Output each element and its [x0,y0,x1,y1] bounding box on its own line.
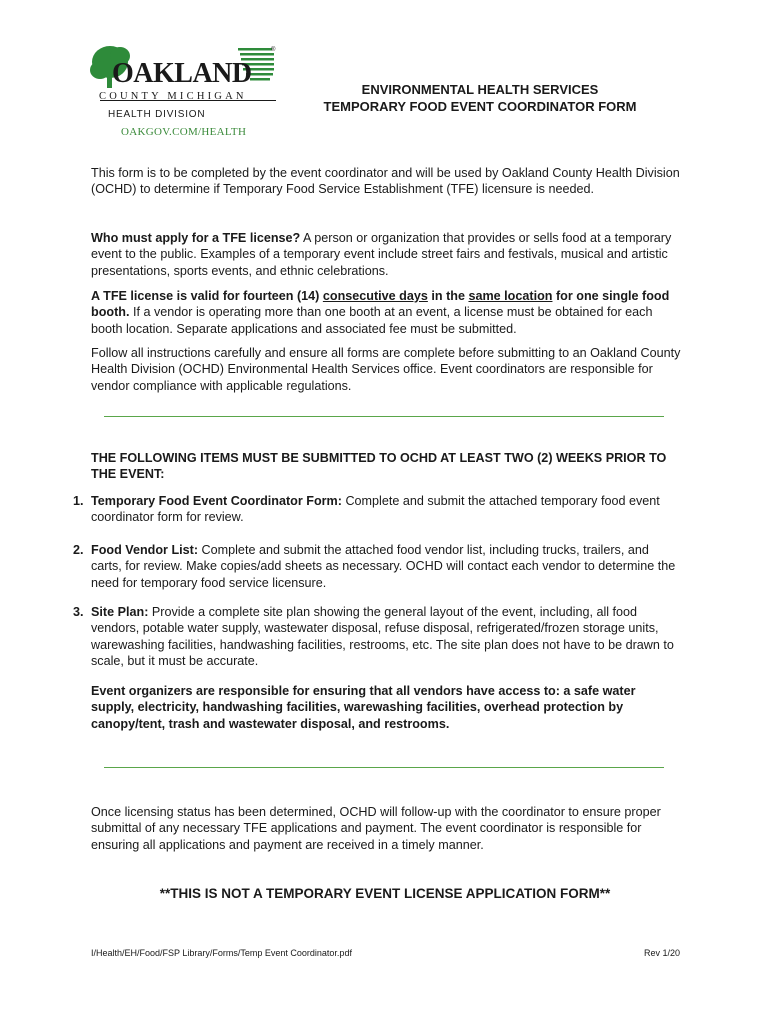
list-item-lead: Temporary Food Event Coordinator Form: [91,494,342,508]
footer-revision: Rev 1/20 [643,948,680,958]
header-title-line2: TEMPORARY FOOD EVENT COORDINATOR FORM [323,99,637,114]
who-must-apply-text: A person or organization that provides or sells food at a temporary event to the public. Examples of a temporary event include street fairs and festivals, musical and artistic presentations, sports events, and ethnic celebrations. [91,231,672,278]
section-divider [104,767,664,768]
footer-file-path: I/Health/EH/Food/FSP Library/Forms/Temp Event Coordinator.pdf [91,948,352,958]
list-item-number: 3. [73,605,84,619]
header-title-line1: ENVIRONMENTAL HEALTH SERVICES [361,82,599,97]
validity-lead-1: A TFE license is valid for fourteen (14) [91,289,323,303]
list-item [73,542,681,591]
list-item-lead: Site Plan: [91,605,149,619]
validity-text: If a vendor is operating more than one booth at an event, a license must be obtained for each booth location. Separate applications and associated fee must be submitted. [91,305,653,336]
license-validity-paragraph [91,288,681,337]
follow-instructions-paragraph: Follow all instructions carefully and ensure all forms are complete before submitting to an Oakland County Health Division (OCHD) Environmental Health Services office. Event coordinators are responsible for vendor compliance with applicable regulations. [91,346,681,393]
logo-county: COUNTY MICHIGAN [99,91,247,102]
section-divider [104,416,664,417]
logo-website[interactable]: OAKGOV.COM/HEALTH [121,126,247,138]
not-application-notice: **THIS IS NOT A TEMPORARY EVENT LICENSE APPLICATION FORM** [159,886,611,901]
intro-paragraph: This form is to be completed by the event coordinator and will be used by Oakland County Health Division (OCHD) to determine if Temporary Food Service Establishment (TFE) licensure is needed. [91,166,680,197]
who-must-apply-paragraph [91,230,681,279]
validity-lead-2: in the [427,289,469,303]
list-item-text: Complete and submit the attached temporary food event coordinator form for review. [91,494,660,525]
validity-consecutive-days: consecutive days [322,289,428,303]
list-item-lead: Food Vendor List: [91,543,199,557]
closing-paragraph: Once licensing status has been determined, OCHD will follow-up with the coordinator to ensure proper submittal of any necessary TFE applications and payment. The event coordinator is responsible for ensuring all applications and payment are received in a timely manner. [91,805,661,852]
organizers-paragraph: Event organizers are responsible for ensuring that all vendors have access to: a safe water supply, electricity, handwashing facilities, warewashing facilities, overhead protection by canopy/tent, trash and wastewater disposal, and restrooms. [91,684,636,731]
who-must-apply-lead: Who must apply for a TFE license? [91,231,301,245]
logo-division: HEALTH DIVISION [108,109,206,120]
validity-same-location: same location [468,289,553,303]
list-item-number: 2. [73,543,84,557]
list-item [73,493,681,526]
trademark-mark: ® [271,47,276,53]
oakland-county-logo [88,44,288,144]
list-item-text: Provide a complete site plan showing the general layout of the event, including, all food vendors, potable water supply, wastewater disposal, refuse disposal, refrigerated/frozen storage units, warewashing facilities, handwashing facilities, restrooms, etc. The site plan does not have to be drawn to scale, but it must be accurate. [91,605,674,668]
logo-wordmark: OAKLAND [112,58,252,89]
requirements-heading: THE FOLLOWING ITEMS MUST BE SUBMITTED TO OCHD AT LEAST TWO (2) WEEKS PRIOR TO THE EVENT: [91,451,667,482]
list-item-number: 1. [73,494,84,508]
validity-lead-3: for one single food booth. [91,289,670,320]
list-item [73,604,681,669]
list-item-text: Complete and submit the attached food vendor list, including trucks, trailers, and carts, for review. Make copies/add sheets as necessary. OCHD will contact each vendor to determine the need for temporary food service licensure. [91,543,676,590]
